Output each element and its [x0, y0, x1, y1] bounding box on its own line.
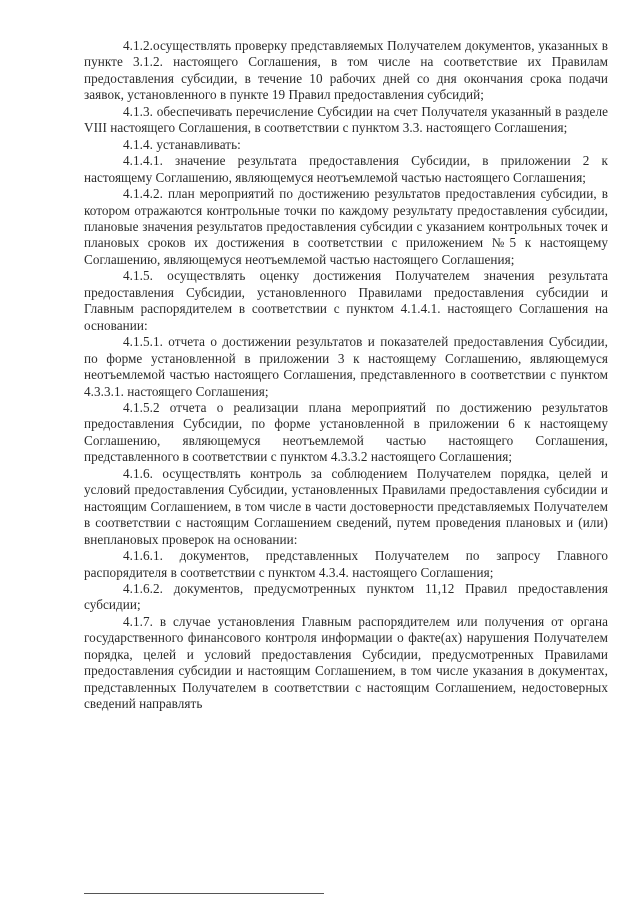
paragraph-4-1-4: 4.1.4. устанавливать:	[123, 136, 241, 152]
paragraph-4-1-5-2: 4.1.5.2 отчета о реализации плана мероприятий по достижению результатов предоставления Субсидии, по форме установленной в приложении 6 к настоящему Соглашению, являющемуся неотъемлемой частью настоящего Соглашения, представленного в соответствии с пунктом 4.3.3.2 настоящего Соглашения;	[84, 399, 608, 465]
paragraph-4-1-3: 4.1.3. обеспечивать перечисление Субсидии на счет Получателя указанный в разделе VIII настоящего Соглашения, в соответствии с пунктом 3.3. настоящего Соглашения;	[84, 103, 608, 136]
footnote-divider	[84, 893, 324, 894]
paragraph-4-1-6: 4.1.6. осуществлять контроль за соблюдением Получателем порядка, целей и условий предоставления Субсидии, установленных Правилами предоставления субсидии и настоящим Соглашением, в том числе в части достоверности представляемых Получателем в соответствии с настоящим Соглашением сведений, путем проведения плановых и (или) внеплановых проверок на основании:	[84, 465, 608, 547]
paragraph-4-1-4-2: 4.1.4.2. план мероприятий по достижению результатов предоставления субсидии, в котором отражаются контрольные точки по каждому результату предоставления субсидии, плановые значения результатов предоставления субсидии с указанием контрольных точек и плановых сроков их достижения в соответствии с приложением №5 к настоящему Соглашению, являющемуся неотъемлемой частью настоящего Соглашения;	[84, 186, 608, 267]
paragraph-4-1-7: 4.1.7. в случае установления Главным распорядителем или получения от органа государственного финансового контроля информации о факте(ах) нарушения Получателем порядка, целей и условий предоставления Субсидии, предусмотренных Правилами предоставления субсидии и настоящим Соглашением, в том числе указания в документах, представленных Получателем в соответствии с настоящим Соглашением, недостоверных сведений направлять	[84, 613, 608, 712]
document-body	[84, 38, 608, 713]
paragraph-4-1-6-1: 4.1.6.1. документов, представленных Получателем по запросу Главного распорядителя в соответствии с пунктом 4.3.4. настоящего Соглашения;	[84, 548, 608, 580]
paragraph-4-1-6-2: 4.1.6.2. документов, предусмотренных пунктом 11,12 Правил предоставления субсидии;	[84, 580, 608, 613]
paragraph-4-1-2: 4.1.2.осуществлять проверку представляемых Получателем документов, указанных в пункте 3.1.2. настоящего Соглашения, в том числе на соответствие их Правилам предоставления субсидии, в течение 10 рабочих дней со дня окончания срока подачи заявок, установленного в пункте 19 Правил предоставления субсидий;	[84, 38, 608, 103]
paragraph-4-1-5: 4.1.5. осуществлять оценку достижения Получателем значения результата предоставления Субсидии, установленного Правилами предоставления субсидии и Главным распорядителем в соответствии с пунктом 4.1.4.1. настоящего Соглашения на основании:	[84, 268, 608, 333]
paragraph-4-1-4-1: 4.1.4.1. значение результата предоставления Субсидии, в приложении 2 к настоящему Соглашению, являющемуся неотъемлемой частью настоящего Соглашения;	[84, 153, 608, 185]
paragraph-4-1-5-1: 4.1.5.1. отчета о достижении результатов и показателей предоставления Субсидии, по форме установленной в приложении 3 к настоящему Соглашению, являющемуся неотъемлемой частью настоящего Соглашения, представленного в соответствии с пунктом 4.3.3.1. настоящего Соглашения;	[84, 334, 608, 399]
